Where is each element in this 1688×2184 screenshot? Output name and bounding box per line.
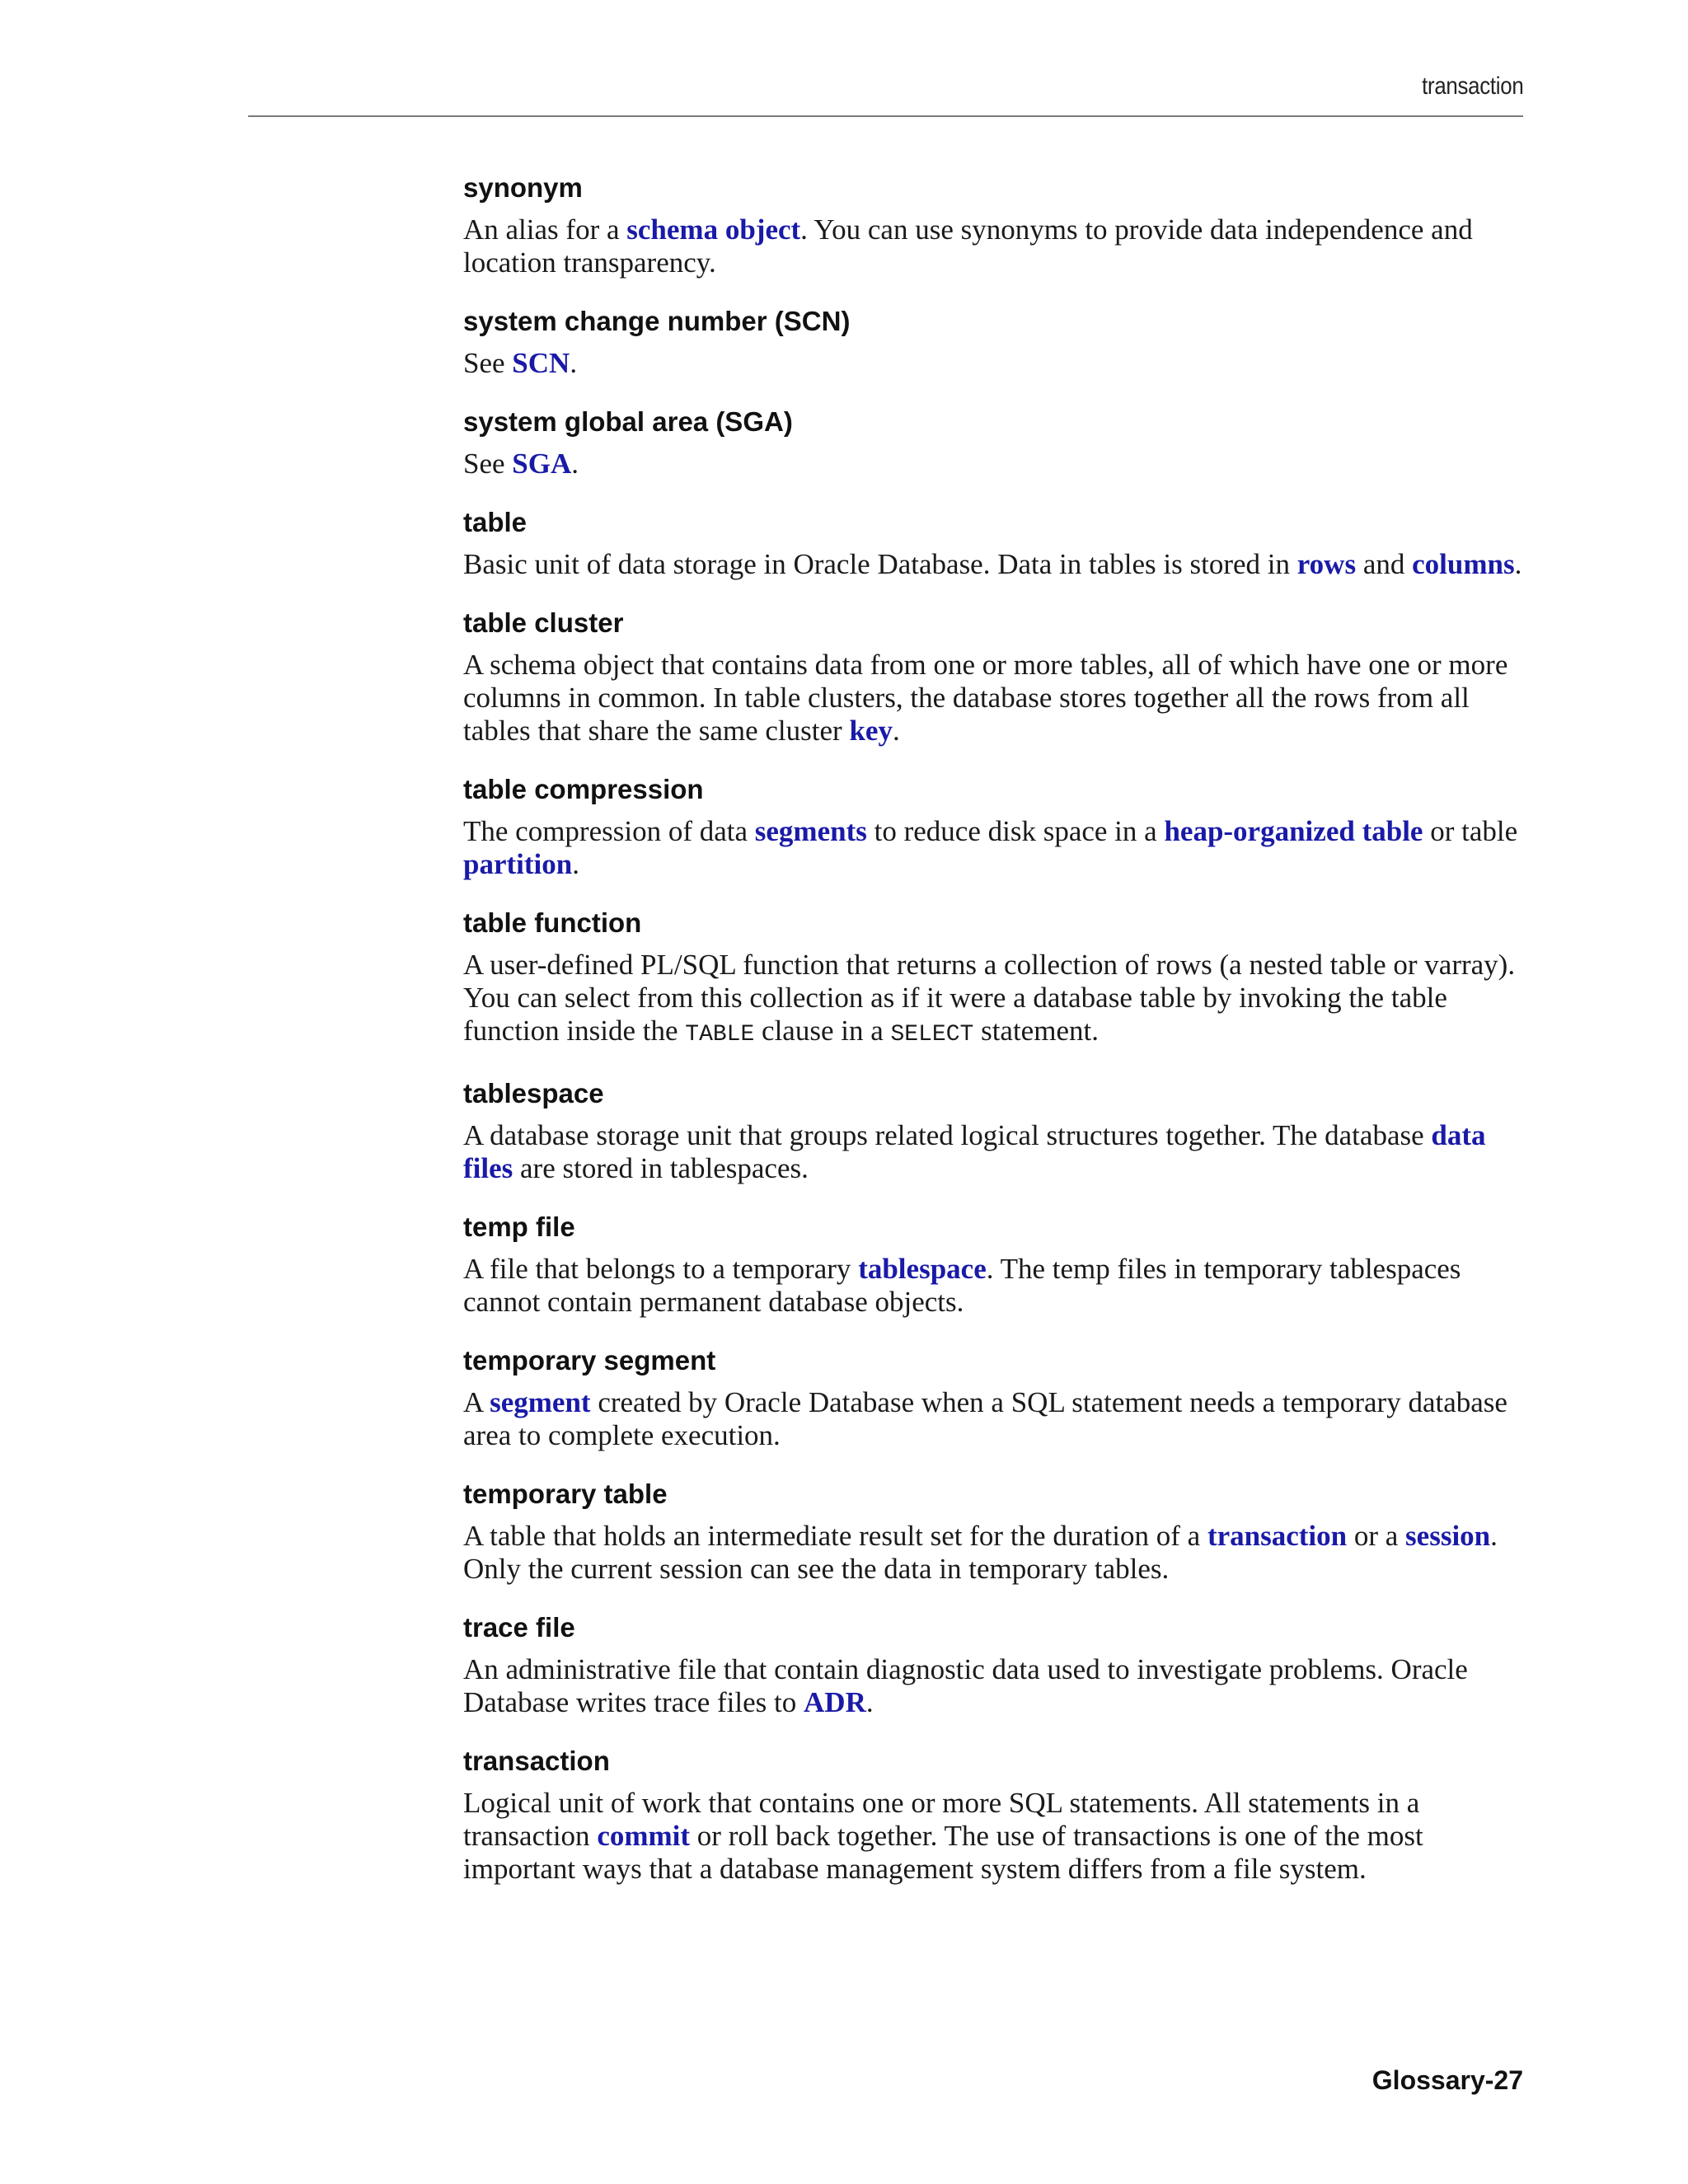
definition-text: A user-defined PL/SQL function that returns a collection of rows (a nested table or varray). You can select from this collection as if it were a database table by invoking the table function inside the	[463, 949, 1516, 1047]
definition-text: .	[1514, 548, 1522, 580]
glossary-definition	[463, 213, 1535, 279]
glossary-link[interactable]: heap-organized table	[1164, 815, 1423, 847]
glossary-link[interactable]: ADR	[804, 1686, 866, 1718]
glossary-term: tablespace	[463, 1078, 604, 1108]
glossary-entry	[463, 1745, 1535, 1886]
glossary-link[interactable]: data files	[463, 1119, 1486, 1184]
definition-text: An alias for a	[463, 213, 627, 246]
glossary-term: table function	[463, 907, 642, 938]
glossary-link[interactable]: SCN	[512, 347, 570, 379]
code-keyword: SELECT	[890, 1022, 974, 1047]
glossary-definition	[463, 1119, 1535, 1185]
definition-text: to reduce disk space in a	[866, 815, 1165, 847]
definition-text: A file that belongs to a temporary	[463, 1253, 859, 1285]
glossary-term: synonym	[463, 172, 583, 203]
definition-text: .	[570, 347, 578, 379]
definition-text: statement.	[973, 1015, 1099, 1047]
glossary-link[interactable]: commit	[597, 1820, 691, 1852]
glossary-definition	[463, 1787, 1535, 1886]
glossary-link[interactable]: session	[1405, 1520, 1491, 1552]
glossary-link[interactable]: partition	[463, 848, 573, 880]
glossary-term: system global area (SGA)	[463, 406, 793, 437]
glossary-term: table compression	[463, 774, 704, 804]
glossary-term: temp file	[463, 1212, 575, 1242]
definition-text: Basic unit of data storage in Oracle Database. Data in tables is stored in	[463, 548, 1297, 580]
glossary-link[interactable]: segments	[754, 815, 867, 847]
glossary-entry	[463, 1478, 1535, 1586]
glossary-definition	[463, 1653, 1535, 1719]
definition-text: See	[463, 448, 513, 480]
definition-text: . You can use synonyms to provide data independence and location transparency.	[463, 213, 1473, 279]
glossary-entry	[463, 506, 1535, 581]
definition-text: .	[571, 448, 579, 480]
glossary-term: temporary table	[463, 1479, 668, 1509]
glossary-link[interactable]: SGA	[512, 448, 572, 480]
glossary-entry	[463, 907, 1535, 1052]
glossary-term: table cluster	[463, 607, 624, 638]
page-header	[248, 73, 1523, 117]
glossary-entry	[463, 1344, 1535, 1452]
glossary-entries	[463, 171, 1535, 1911]
glossary-link[interactable]: tablespace	[858, 1253, 987, 1285]
glossary-link[interactable]: segment	[490, 1386, 591, 1418]
definition-text: or table	[1423, 815, 1518, 847]
glossary-entry	[463, 1611, 1535, 1719]
definition-text: or a	[1347, 1520, 1406, 1552]
glossary-link[interactable]: transaction	[1207, 1520, 1348, 1552]
glossary-term: system change number (SCN)	[463, 306, 851, 336]
glossary-definition	[463, 1386, 1535, 1452]
glossary-definition	[463, 1520, 1535, 1586]
definition-text: See	[463, 347, 513, 379]
definition-text: created by Oracle Database when a SQL statement needs a temporary database area to complete execution.	[463, 1386, 1507, 1451]
glossary-definition	[463, 649, 1535, 748]
definition-text: are stored in tablespaces.	[513, 1152, 809, 1184]
glossary-definition	[463, 949, 1535, 1052]
definition-text: An administrative file that contain diagnostic data used to investigate problems. Oracle Database writes trace files to	[463, 1653, 1468, 1718]
definition-text: A table that holds an intermediate result set for the duration of a	[463, 1520, 1207, 1552]
glossary-entry	[463, 171, 1535, 279]
definition-text: clause in a	[754, 1015, 891, 1047]
glossary-entry	[463, 305, 1535, 380]
glossary-term: transaction	[463, 1746, 610, 1776]
glossary-link[interactable]: columns	[1412, 548, 1515, 580]
glossary-term: trace file	[463, 1612, 575, 1643]
definition-text: .	[892, 715, 900, 747]
definition-text: A database storage unit that groups related logical structures together. The database	[463, 1119, 1432, 1151]
definition-text: and	[1356, 548, 1413, 580]
glossary-term: table	[463, 507, 528, 537]
definition-text: A schema object that contains data from one or more tables, all of which have one or more columns in common. In table clusters, the database stores together all the rows from all tables that share the same cluster	[463, 649, 1508, 747]
glossary-definition	[463, 815, 1535, 881]
glossary-link[interactable]: rows	[1296, 548, 1357, 580]
glossary-definition	[463, 548, 1535, 581]
glossary-definition	[463, 1253, 1535, 1319]
glossary-entry	[463, 1211, 1535, 1319]
definition-text: Logical unit of work that contains one or more SQL statements. All statements in a transaction	[463, 1787, 1420, 1852]
code-keyword: TABLE	[685, 1022, 755, 1047]
glossary-entry	[463, 773, 1535, 881]
glossary-term: temporary segment	[463, 1345, 716, 1376]
glossary-link[interactable]: key	[849, 715, 893, 747]
definition-text: The compression of data	[463, 815, 755, 847]
glossary-entry	[463, 607, 1535, 748]
definition-text: A	[463, 1386, 490, 1418]
page-number: Glossary-27	[1372, 2065, 1523, 2095]
definition-text: . Only the current session can see the data in temporary tables.	[463, 1520, 1498, 1585]
definition-text: . The temp files in temporary tablespaces cannot contain permanent database objects.	[463, 1253, 1461, 1318]
definition-text: or roll back together. The use of transactions is one of the most important ways that a database management system differs from a file system.	[463, 1820, 1423, 1885]
glossary-link[interactable]: schema object	[626, 213, 801, 246]
definition-text: .	[572, 848, 579, 880]
running-head: transaction	[1421, 73, 1523, 100]
glossary-entry	[463, 405, 1535, 480]
glossary-definition	[463, 448, 1535, 480]
glossary-definition	[463, 347, 1535, 380]
definition-text: .	[865, 1686, 874, 1718]
glossary-entry	[463, 1077, 1535, 1185]
